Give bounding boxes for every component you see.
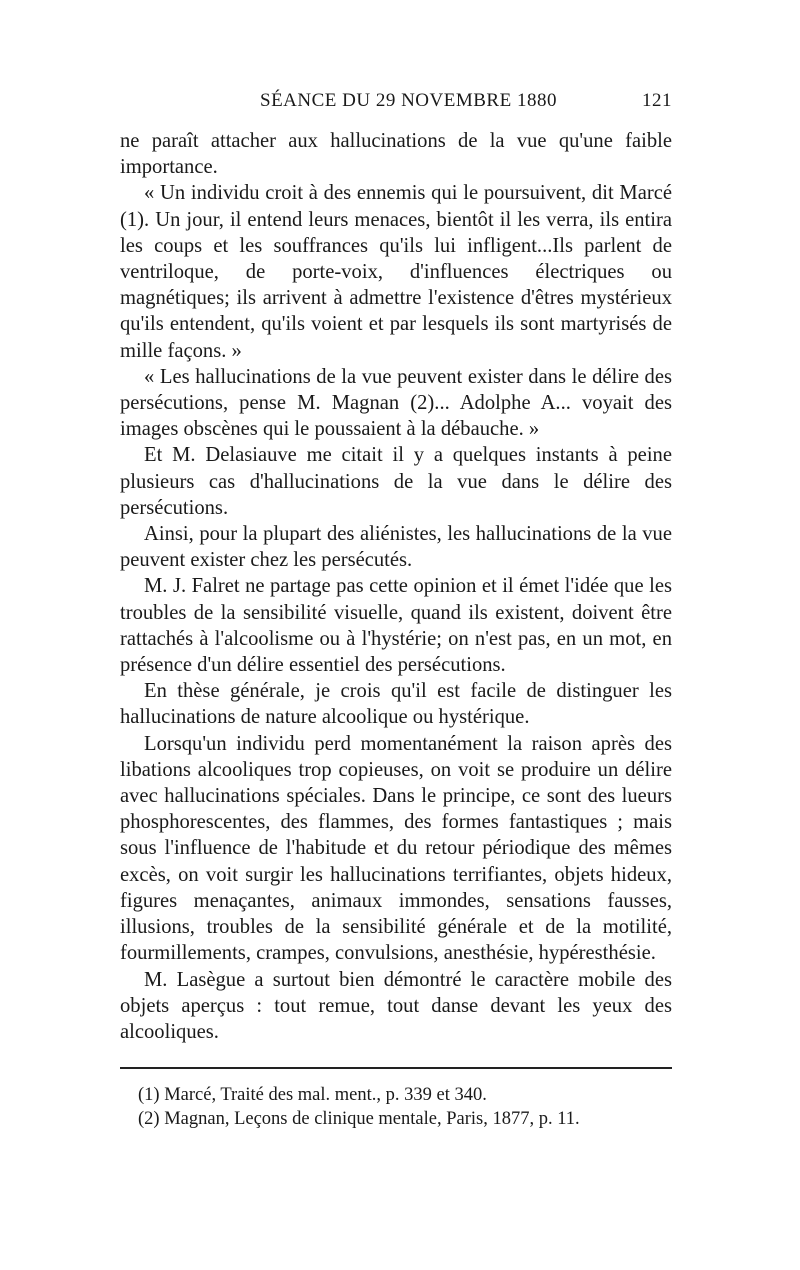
- paragraph: M. Lasègue a surtout bien démontré le caractère mobile des objets aperçus : tout remue, tout danse devant les yeux des alcooliques.: [120, 968, 672, 1043]
- footnote-rule: [120, 1067, 672, 1069]
- running-title: SÉANCE DU 29 NOVEMBRE 1880: [260, 90, 557, 111]
- paragraph: Et M. Delasiauve me citait il y a quelques instants à peine plusieurs cas d'hallucinations de la vue dans le délire des persécutions.: [120, 444, 672, 519]
- footnote: (2) Magnan, Leçons de clinique mentale, Paris, 1877, p. 11.: [138, 1109, 580, 1130]
- footnotes: [120, 1083, 672, 1131]
- paragraph: Lorsqu'un individu perd momentanément la raison après des libations alcooliques trop copieuses, on voit se produire un délire avec hallucinations spéciales. Dans le principe, ce sont des lueurs phosphorescentes, des flammes, des formes fantastiques ; mais sous l'influence de l'habitude et du retour périodique des mêmes excès, on voit surgir les hallucinations terrifiantes, objets hideux, figures menaçantes, animaux immondes, sensations fausses, illusions, troubles de la sensibilité générale et de la motilité, fourmillements, crampes, convulsions, anesthésie, hypéresthésie.: [120, 732, 672, 965]
- paragraph: ne paraît attacher aux hallucinations de la vue qu'une faible importance.: [120, 130, 672, 179]
- footnote: (1) Marcé, Traité des mal. ment., p. 339 et 340.: [138, 1085, 487, 1106]
- paragraph: Ainsi, pour la plupart des aliénistes, les hallucinations de la vue peuvent exister chez les persécutés.: [120, 523, 672, 572]
- running-head: [120, 88, 672, 128]
- paragraph: En thèse générale, je crois qu'il est facile de distinguer les hallucinations de nature alcoolique ou hystérique.: [120, 680, 672, 729]
- body-text: [120, 128, 672, 1045]
- paragraph: M. J. Falret ne partage pas cette opinion et il émet l'idée que les troubles de la sensibilité visuelle, quand ils existent, doivent être rattachés à l'alcoolisme ou à l'hystérie; on n'est pas, en un mot, en présence d'un délire essentiel des persécutions.: [120, 575, 672, 677]
- paragraph: « Un individu croit à des ennemis qui le poursuivent, dit Marcé (1). Un jour, il entend leurs menaces, bientôt il les verra, ils entira les coups et les souffrances qu'ils lui infligent...Ils parlent de ventriloque, de porte-voix, d'influences électriques ou magnétiques; ils arrivent à admettre l'existence d'êtres mystérieux qu'ils entendent, qu'ils voient et par lesquels ils sont martyrisés de mille façons. »: [120, 182, 672, 362]
- page: [120, 88, 672, 1131]
- page-number: 121: [642, 90, 672, 111]
- paragraph: « Les hallucinations de la vue peuvent exister dans le délire des persécutions, pense M. Magnan (2)... Adolphe A... voyait des images obscènes qui le poussaient à la débauche. »: [120, 365, 672, 441]
